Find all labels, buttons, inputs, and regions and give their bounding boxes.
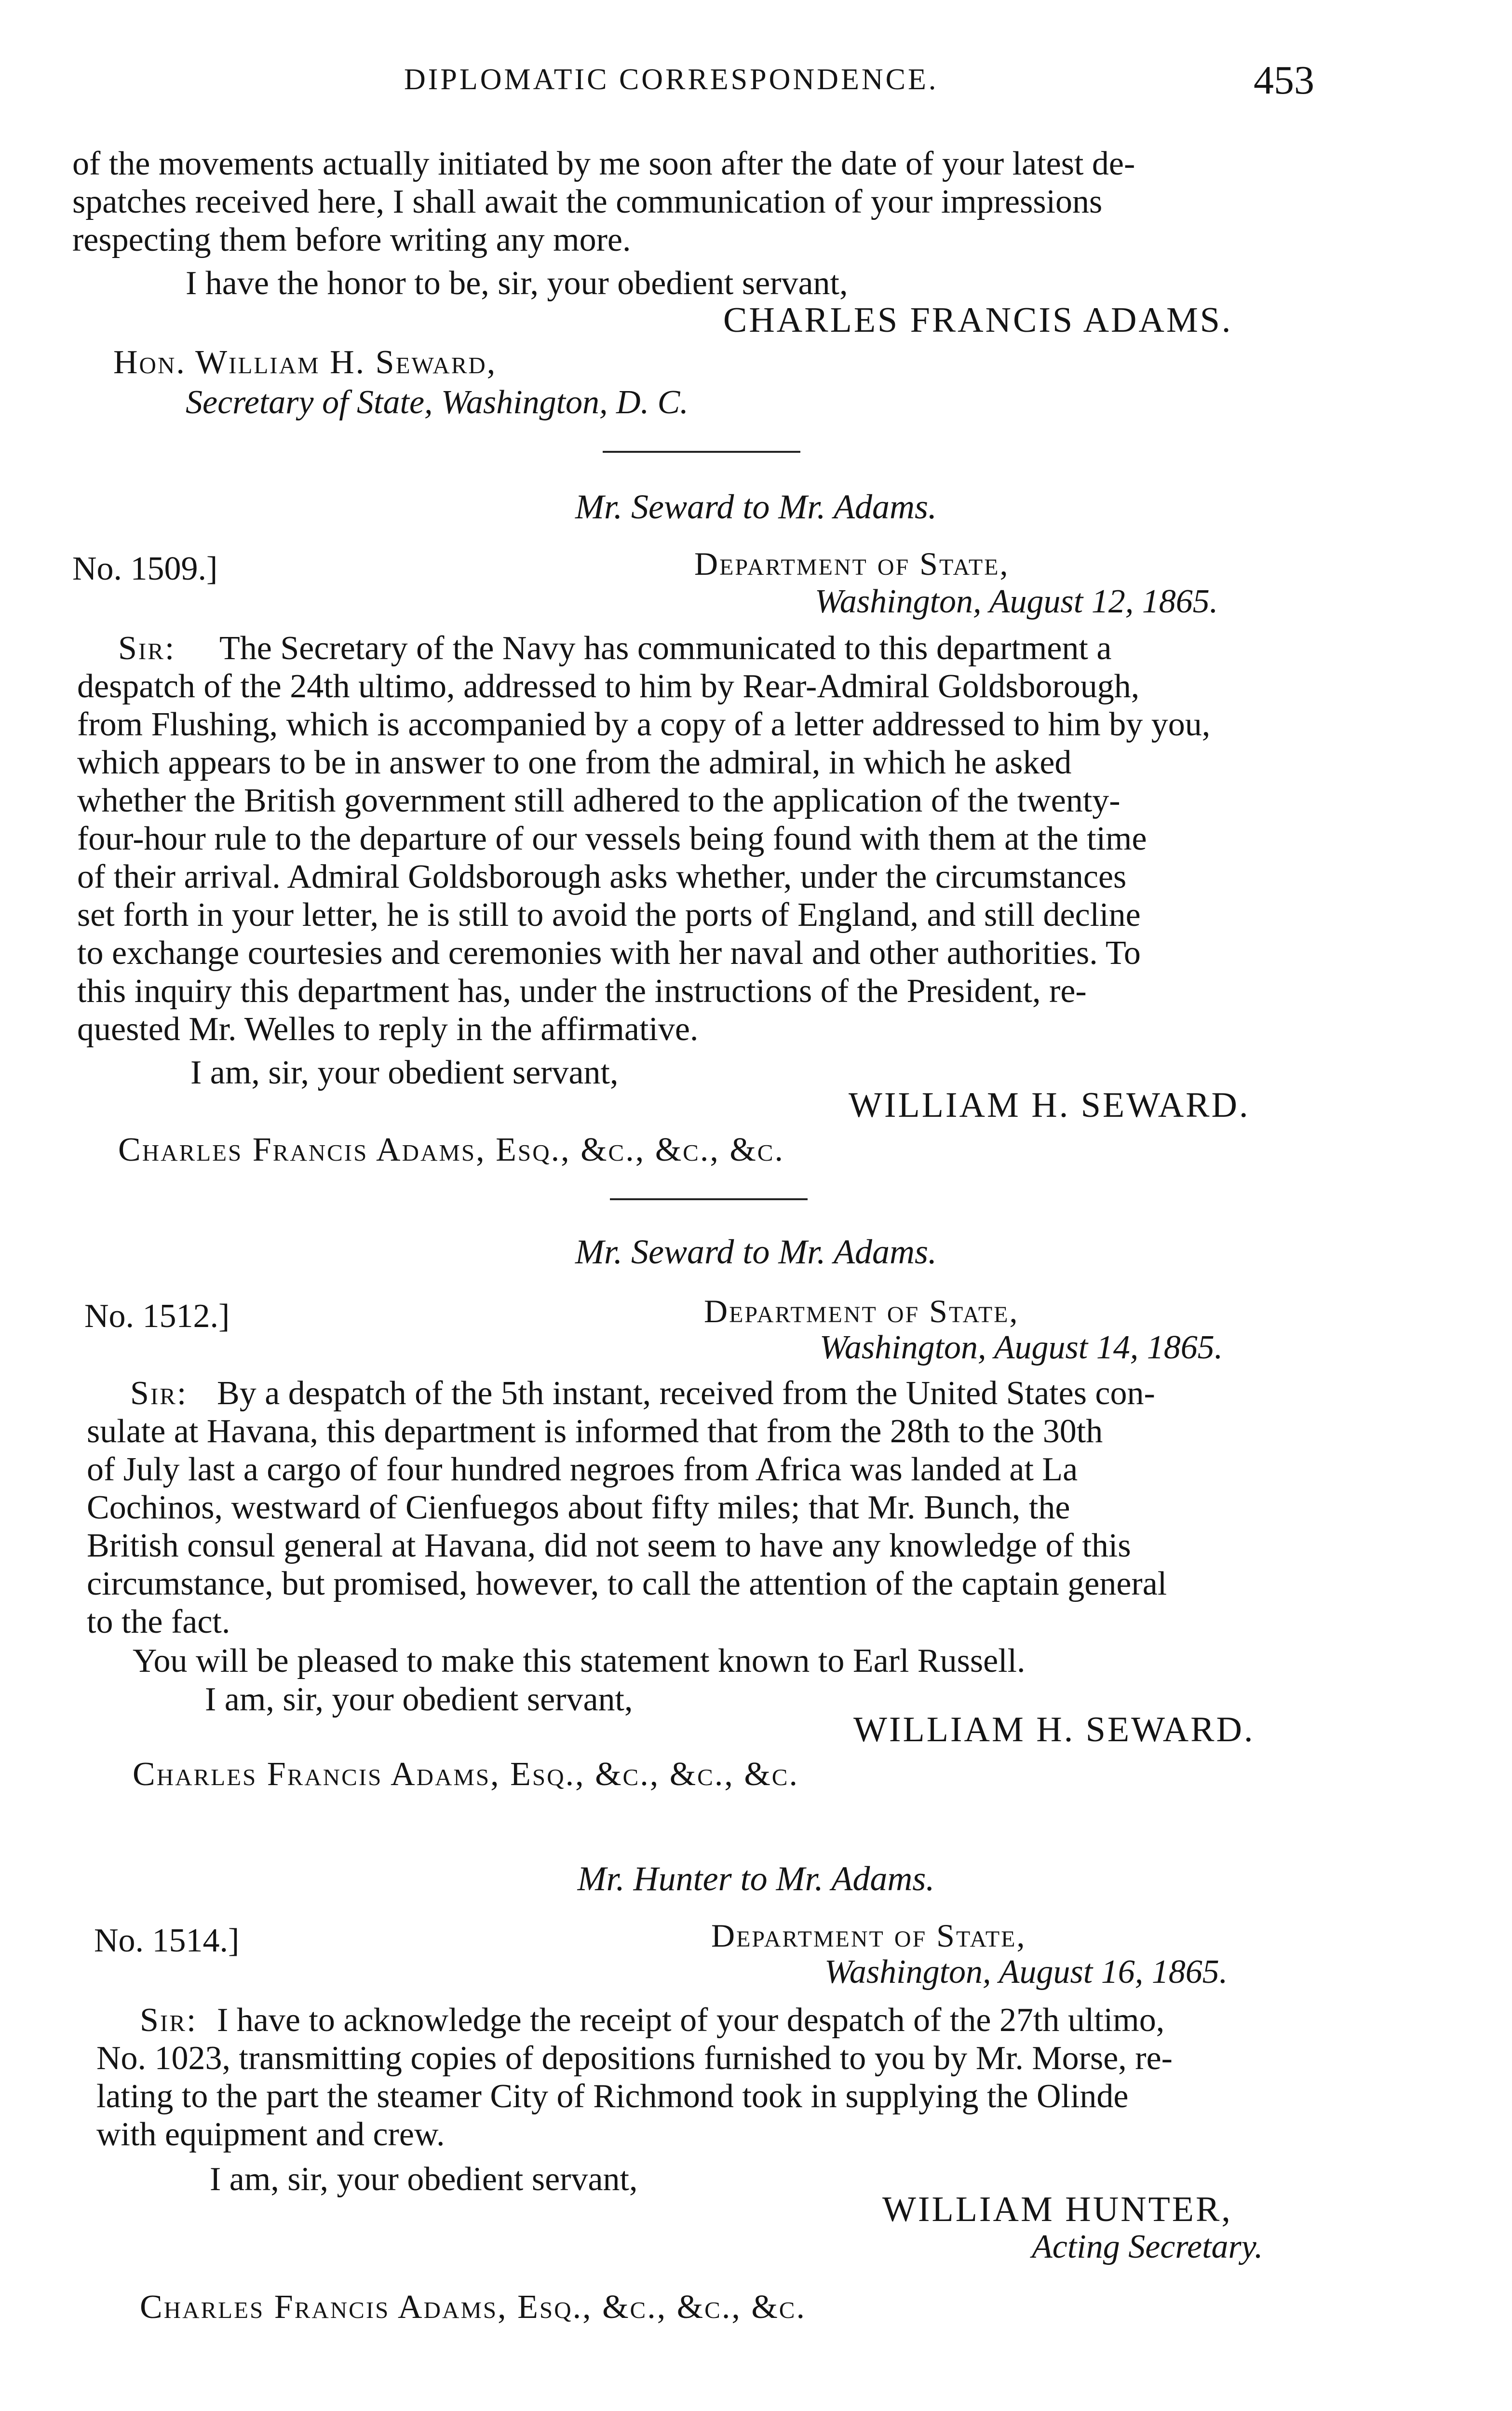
letter2-addressee: Charles Francis Adams, Esq., &c., &c., &c. xyxy=(118,1131,784,1168)
letter4-salutation: Sir: xyxy=(140,2002,198,2039)
letter2-line: of their arrival. Admiral Goldsborough asks whether, under the circumstances xyxy=(77,858,1127,895)
letter3-salutation: Sir: xyxy=(130,1375,188,1412)
letter2-line: despatch of the 24th ultimo, addressed to him by Rear-Admiral Goldsborough, xyxy=(77,668,1140,705)
letter4-body xyxy=(96,2001,1350,2154)
running-head xyxy=(0,57,1512,103)
letter2-heading: Mr. Seward to Mr. Adams. xyxy=(575,488,937,526)
letter1-addressee-name: Hon. William H. Seward, xyxy=(113,344,497,381)
letter3-addressee: Charles Francis Adams, Esq., &c., &c., &c. xyxy=(133,1756,799,1793)
letter4-line: I have to acknowledge the receipt of your despatch of the 27th ultimo, xyxy=(217,2002,1165,2039)
letter1-line: of the movements actually initiated by me soon after the date of your latest de- xyxy=(72,145,1135,182)
letter3-number: No. 1512.] xyxy=(84,1298,230,1335)
letter2-line: The Secretary of the Navy has communicated to this department a xyxy=(219,630,1112,667)
letter3-line: sulate at Havana, this department is informed that from the 28th to the 30th xyxy=(87,1413,1103,1450)
letter2-line: to exchange courtesies and ceremonies with her naval and other authorities. To xyxy=(77,935,1141,972)
letter3-line: British consul general at Havana, did not seem to have any knowledge of this xyxy=(87,1527,1131,1564)
letter3-place-date: Washington, August 14, 1865. xyxy=(820,1329,1223,1366)
letter3-closing: I am, sir, your obedient servant, xyxy=(205,1681,633,1718)
letter2-line: which appears to be in answer to one from the admiral, in which he asked xyxy=(77,744,1072,781)
letter2-closing: I am, sir, your obedient servant, xyxy=(190,1054,619,1091)
letter1-body xyxy=(72,145,1326,259)
letter1-closing: I have the honor to be, sir, your obedient servant, xyxy=(186,265,848,302)
letter3-department: Department of State, xyxy=(704,1293,1019,1329)
letter4-line: No. 1023, transmitting copies of depositions furnished to you by Mr. Morse, re- xyxy=(96,2040,1173,2077)
letter4-heading: Mr. Hunter to Mr. Adams. xyxy=(577,1859,935,1898)
letter2-signature: WILLIAM H. SEWARD. xyxy=(849,1085,1250,1125)
separator-rule xyxy=(610,1198,808,1200)
running-title: DIPLOMATIC CORRESPONDENCE. xyxy=(404,63,939,96)
letter3-line: By a despatch of the 5th instant, received from the United States con- xyxy=(217,1375,1155,1412)
letter3-line: of July last a cargo of four hundred negroes from Africa was landed at La xyxy=(87,1451,1078,1488)
letter4-signature-title: Acting Secretary. xyxy=(1032,2228,1263,2265)
letter4-line: lating to the part the steamer City of Richmond took in supplying the Olinde xyxy=(96,2078,1129,2115)
letter2-line: this inquiry this department has, under the instructions of the President, re- xyxy=(77,973,1087,1010)
letter4-department: Department of State, xyxy=(711,1917,1026,1954)
letter1-line: respecting them before writing any more. xyxy=(72,221,631,258)
separator-rule xyxy=(603,451,800,453)
letter2-place-date: Washington, August 12, 1865. xyxy=(815,583,1218,620)
letter2-line: whether the British government still adhered to the application of the twenty- xyxy=(77,782,1120,819)
letter1-line: spatches received here, I shall await the communication of your impressions xyxy=(72,183,1103,220)
page-number: 453 xyxy=(1254,58,1314,103)
letter2-line: quested Mr. Welles to reply in the affirmative. xyxy=(77,1011,699,1048)
letter3-line: circumstance, but promised, however, to call the attention of the captain general xyxy=(87,1565,1167,1602)
letter4-signature: WILLIAM HUNTER, xyxy=(882,2190,1232,2229)
letter3-line: to the fact. xyxy=(87,1603,230,1640)
letter3-extra-line: You will be pleased to make this statement known to Earl Russell. xyxy=(133,1642,1026,1680)
letter3-heading: Mr. Seward to Mr. Adams. xyxy=(575,1233,937,1271)
letter2-line: set forth in your letter, he is still to avoid the ports of England, and still decline xyxy=(77,896,1141,934)
letter2-department: Department of State, xyxy=(694,545,1010,582)
letter3-line: Cochinos, westward of Cienfuegos about fifty miles; that Mr. Bunch, the xyxy=(87,1489,1070,1526)
letter2-line: four-hour rule to the departure of our vessels being found with them at the time xyxy=(77,820,1147,857)
letter2-body xyxy=(77,629,1331,1048)
letter2-number: No. 1509.] xyxy=(72,550,218,587)
letter1-signature: CHARLES FRANCIS ADAMS. xyxy=(723,300,1233,340)
letter2-line: from Flushing, which is accompanied by a copy of a letter addressed to him by you, xyxy=(77,706,1211,743)
letter2-salutation: Sir: xyxy=(118,630,176,667)
letter3-signature: WILLIAM H. SEWARD. xyxy=(853,1710,1255,1749)
letter4-line: with equipment and crew. xyxy=(96,2116,445,2153)
letter4-closing: I am, sir, your obedient servant, xyxy=(210,2161,638,2198)
letter4-number: No. 1514.] xyxy=(94,1922,240,1959)
letter4-addressee: Charles Francis Adams, Esq., &c., &c., &c. xyxy=(140,2289,806,2326)
letter1-addressee-title: Secretary of State, Washington, D. C. xyxy=(186,384,688,421)
letter3-body xyxy=(87,1374,1340,1641)
letter4-place-date: Washington, August 16, 1865. xyxy=(824,1953,1228,1991)
